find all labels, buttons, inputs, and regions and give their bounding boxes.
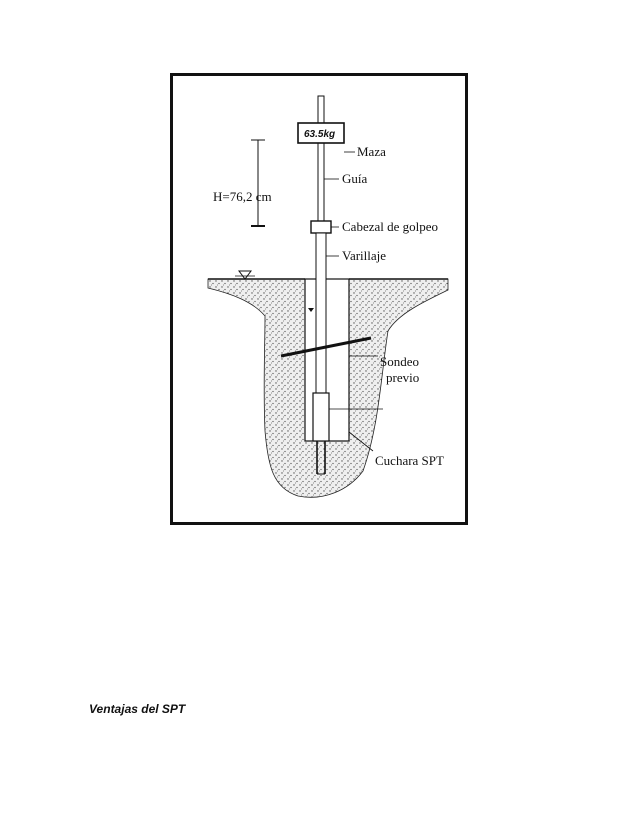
guide-rod: [318, 96, 324, 221]
label-guia: Guía: [342, 171, 368, 186]
label-varillaje: Varillaje: [342, 248, 387, 263]
mass-label: 63.5kg: [304, 129, 336, 140]
anvil-head: [311, 221, 331, 233]
section-caption: Ventajas del SPT: [89, 702, 186, 716]
height-label: H=76,2 cm: [213, 189, 272, 204]
drill-rods: [316, 233, 326, 393]
spt-diagram: [173, 76, 465, 522]
label-cabezal: Cabezal de golpeo: [342, 219, 439, 234]
label-maza: Maza: [357, 144, 386, 159]
spt-diagram-figure: [170, 73, 468, 525]
label-sondeo-1: Sondeo: [380, 354, 419, 369]
water-table-icon: [239, 271, 251, 279]
spt-sampler: [313, 393, 329, 441]
label-sondeo-2: previo: [386, 370, 420, 385]
label-cuchara: Cuchara SPT: [375, 453, 444, 468]
